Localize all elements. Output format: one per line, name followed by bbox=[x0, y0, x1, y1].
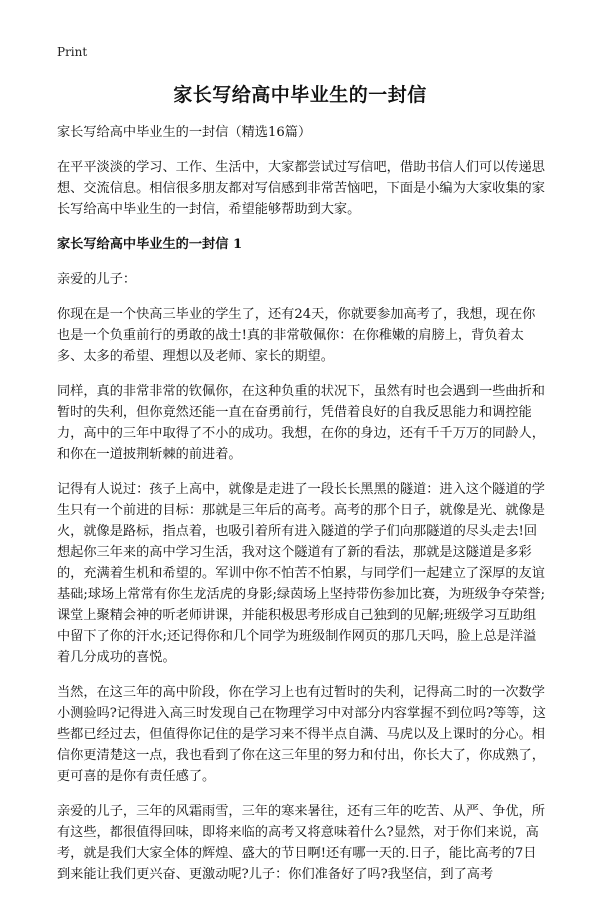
letter-paragraph-4: 当然，在这三年的高中阶段，你在学习上也有过暂时的失利，记得高二时的一次数学小测验吗?记得进入高三时发现自己在物理学习中对部分内容掌握不到位吗?等等，这些都已经过去，但值得你记住的是学习来不得半点自满、马虎以及上课时的分心。相信你更清楚这一点，我也看到了你在这三年里的努力和付出，你长大了，你成熟了，更可喜的是你有责任感了。 bbox=[57, 685, 546, 784]
letter-greeting: 亲爱的儿子： bbox=[57, 272, 137, 287]
article-subtitle: 家长写给高中毕业生的一封信（精选16篇） bbox=[57, 125, 312, 140]
article-body bbox=[57, 122, 547, 899]
page-title: 家长写给高中毕业生的一封信 bbox=[173, 84, 427, 106]
letter-paragraph-2: 同样，真的非常非常的钦佩你，在这种负重的状况下，虽然有时也会遇到一些曲折和暂时的失利，但你竟然还能一直在奋勇前行，凭借着良好的自我反思能力和调控能力，高中的三年中取得了不小的成功。我想，在你的身边，还有千千万万的同龄人，和你在一道披荆斩棘的前进着。 bbox=[57, 384, 545, 462]
print-link[interactable]: Print bbox=[57, 45, 88, 59]
intro-paragraph: 在平平淡淡的学习、工作、生活中，大家都尝试过写信吧，借助书信人们可以传递思想、交流信息。相信很多朋友都对写信感到非常苦恼吧，下面是小编为大家收集的家长写给高中毕业生的一封信，希望能够帮助到大家。 bbox=[57, 160, 545, 217]
letter-paragraph-1: 你现在是一个快高三毕业的学生了，还有24天，你就要参加高考了，我想，现在你也是一个负重前行的勇敢的战士!真的非常敬佩你：在你稚嫩的肩膀上，背负着太多、太多的希望、理想以及老师、家长的期望。 bbox=[57, 307, 536, 364]
section-heading: 家长写给高中毕业生的一封信 1 bbox=[57, 237, 243, 252]
letter-paragraph-3: 记得有人说过：孩子上高中，就像是走进了一段长长黑黑的隧道：进入这个隧道的学生只有一个前进的目标：那就是三年后的高考。高考的那个日子，就像是光、就像是火，就像是路标，指点着，也吸引着所有进入隧道的学子们向那隧道的尽头走去!回想起你三年来的高中学习生活，我对这个隧道有了新的看法，那就是这隧道是多彩的，充满着生机和希望的。军训中你不怕苦不怕累，与同学们一起建立了深厚的友谊基础;球场上常常有你生龙活虎的身影;绿茵场上坚持带伤参加比赛，为班级争夺荣誉;课堂上聚精会神的听老师讲课，并能积极思考形成自己独到的见解;班级学习互助组中留下了你的汗水;还记得你和几个同学为班级制作网页的那几天吗，脸上总是洋溢着几分成功的喜悦。 bbox=[57, 482, 546, 665]
letter-paragraph-5: 亲爱的儿子，三年的风霜雨雪，三年的寒来暑往，还有三年的吃苦、从严、争优，所有这些，都很值得回味，即将来临的高考又将意味着什么?显然，对于你们来说，高考，就是我们大家全体的辉煌、盛大的节日啊!还有哪一天的.日子，能比高考的7日到来能让我们更兴奋、更激动呢?儿子：你们准备好了吗?我坚信，到了高考 bbox=[57, 804, 545, 882]
